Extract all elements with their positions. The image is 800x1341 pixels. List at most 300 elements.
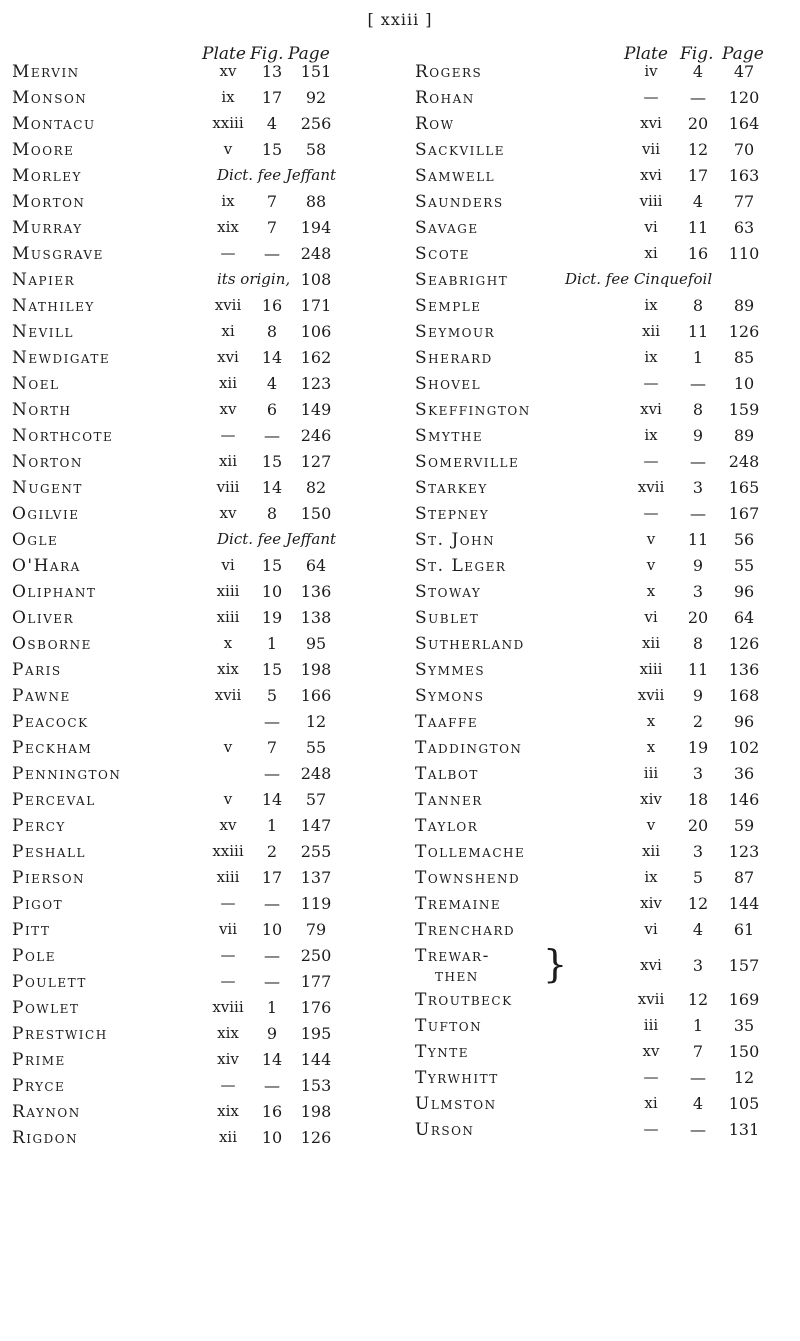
entry-plate: — [643,452,659,470]
entry-page: 168 [728,686,760,705]
entry-page: 250 [300,946,332,965]
entry-name: Taddington [415,738,523,758]
index-entry [415,218,780,244]
entry-name: Rohan [415,88,475,108]
entry-fig: — [264,894,280,913]
entry-fig: 12 [687,990,709,1009]
entry-name: Pryce [12,1076,66,1096]
entry-name: Poulett [12,972,87,992]
entry-name: North [12,400,72,420]
entry-plate: vi [221,556,235,574]
entry-page: 176 [300,998,332,1017]
page-number: [ xxiii ] [367,10,433,29]
entry-page: 256 [300,114,332,133]
entry-name: Peshall [12,842,86,862]
index-entry [415,62,780,88]
entry-page: 87 [733,868,755,887]
entry-name: Scote [415,244,470,264]
entry-page: 120 [728,88,760,107]
entry-page: 126 [300,1128,332,1147]
index-entry [12,712,352,738]
index-entry [12,998,352,1024]
index-entry [12,452,352,478]
entry-name: Semple [415,296,482,316]
index-entry [12,1102,352,1128]
entry-name: Tyrwhitt [415,1068,499,1088]
entry-fig: 9 [692,686,704,705]
entry-fig: 4 [692,62,704,81]
entry-name: Pigot [12,894,64,914]
entry-page: 144 [300,1050,332,1069]
entry-plate: — [220,1076,236,1094]
brace-mark: } [543,942,568,986]
right-plate-header: Plate [624,44,668,64]
entry-plate: xiv [640,894,662,912]
entry-page: 166 [300,686,332,705]
entry-name: Pierson [12,868,86,888]
entry-page: 144 [728,894,760,913]
entry-name: Sherard [415,348,493,368]
entry-name: Trenchard [415,920,516,940]
entry-fig: 15 [261,660,283,679]
entry-plate: — [643,1120,659,1138]
entry-page: 110 [728,244,760,263]
entry-name: Raynon [12,1102,81,1122]
entry-plate: xv [219,62,237,80]
index-entry [415,244,780,270]
entry-fig: — [690,1068,706,1087]
entry-name: Pole [12,946,57,966]
entry-page: 123 [728,842,760,861]
entry-name: St. Leger [415,556,507,576]
entry-plate: ix [644,348,658,366]
entry-fig: 7 [266,738,278,757]
entry-plate: xix [217,1102,239,1120]
entry-name: Napier [12,270,76,290]
entry-fig: 8 [692,634,704,653]
entry-plate: — [220,894,236,912]
entry-plate: vii [641,140,661,158]
left-page-header: Page [288,44,330,64]
entry-plate: xvii [214,686,242,704]
index-entry [12,426,352,452]
entry-name: Montacu [12,114,96,134]
index-entry [12,244,352,270]
entry-plate: xiii [216,582,240,600]
index-entry [12,842,352,868]
entry-fig: 7 [692,1042,704,1061]
index-entry [415,686,780,712]
index-entry [12,1050,352,1076]
entry-fig: 6 [266,400,278,419]
index-entry [415,738,780,764]
entry-fig: 15 [261,556,283,575]
entry-name: Musgrave [12,244,104,264]
entry-plate: ix [644,296,658,314]
entry-plate: vi [644,218,658,236]
index-entry [415,140,780,166]
entry-plate: xv [219,816,237,834]
entry-fig: 4 [692,192,704,211]
entry-name: Tanner [415,790,483,810]
entry-plate: xvii [637,990,665,1008]
entry-page: 126 [728,322,760,341]
entry-fig: 2 [266,842,278,861]
entry-page: 96 [733,582,755,601]
entry-name: Tynte [415,1042,470,1062]
entry-name: Savage [415,218,479,238]
entry-name: Ulmston [415,1094,497,1114]
entry-name: Rogers [415,62,483,82]
entry-fig: 16 [687,244,709,263]
index-entry [12,62,352,88]
entry-name: Trewar- [415,946,490,966]
right-page-header: Page [722,44,764,64]
entry-fig: 3 [692,478,704,497]
entry-plate: xiii [639,660,663,678]
index-entry [12,868,352,894]
entry-plate: xv [642,1042,660,1060]
entry-plate: — [643,504,659,522]
entry-plate: xix [217,660,239,678]
index-entry [415,530,780,556]
entry-fig: 17 [261,868,283,887]
index-entry [12,400,352,426]
entry-plate: viii [639,192,663,210]
entry-name: Sackville [415,140,506,160]
entry-page: 162 [300,348,332,367]
index-entry [12,634,352,660]
entry-page: 56 [733,530,755,549]
entry-fig: 8 [692,296,704,315]
entry-fig: 9 [266,1024,278,1043]
entry-plate: v [223,790,233,808]
entry-page: 61 [733,920,755,939]
index-entry [12,790,352,816]
entry-name: Nugent [12,478,83,498]
entry-page: 165 [728,478,760,497]
entry-page: 59 [733,816,755,835]
entry-name: Stepney [415,504,490,524]
entry-plate: xi [221,322,235,340]
index-entry [415,1042,780,1068]
index-entry [415,166,780,192]
entry-name: Norton [12,452,83,472]
entry-fig: 19 [687,738,709,757]
index-entry [415,990,780,1016]
index-entry [415,582,780,608]
entry-name: Murray [12,218,83,238]
entry-note: Dict. fee Jeffant [217,530,337,548]
index-entry [415,712,780,738]
index-entry [12,972,352,998]
entry-name: Powlet [12,998,80,1018]
entry-fig: — [690,374,706,393]
entry-page: 63 [733,218,755,237]
index-entry [415,556,780,582]
index-entry [415,1068,780,1094]
index-entry [415,270,780,296]
entry-name: Somerville [415,452,520,472]
entry-page: 147 [300,816,332,835]
index-entry [12,166,352,192]
entry-fig: — [264,426,280,445]
entry-plate: x [646,712,656,730]
entry-plate: xii [218,374,238,392]
entry-fig: — [690,1120,706,1139]
entry-name: Row [415,114,455,134]
index-entry [12,270,352,296]
entry-fig: 7 [266,218,278,237]
entry-name: Morton [12,192,86,212]
index-entry [415,1016,780,1042]
entry-fig: 12 [687,894,709,913]
entry-page: 127 [300,452,332,471]
entry-name: Rigdon [12,1128,79,1148]
entry-name: Taylor [415,816,479,836]
index-entry [12,478,352,504]
entry-page: 89 [733,426,755,445]
entry-page: 126 [728,634,760,653]
entry-page: 79 [305,920,327,939]
entry-name: Symmes [415,660,486,680]
index-entry [12,296,352,322]
right-index-column [415,62,780,1146]
entry-fig: 7 [266,192,278,211]
entry-plate: vi [644,920,658,938]
entry-name-continued: then [435,966,479,986]
entry-fig: 11 [687,660,709,679]
entry-plate: x [646,582,656,600]
entry-fig: 16 [261,1102,283,1121]
entry-fig: 18 [687,790,709,809]
entry-page: 137 [300,868,332,887]
entry-note: Dict. fee Jeffant [217,166,337,184]
entry-fig: 10 [261,920,283,939]
entry-page: 102 [728,738,760,757]
entry-page: 57 [305,790,327,809]
entry-page: 159 [728,400,760,419]
entry-plate: xvii [637,686,665,704]
entry-fig: — [690,504,706,523]
index-entry [415,634,780,660]
entry-plate: xv [219,504,237,522]
entry-fig: 3 [692,582,704,601]
index-entry [415,348,780,374]
entry-page: 157 [728,956,760,975]
entry-plate: xii [218,452,238,470]
index-entry [12,738,352,764]
entry-page: 177 [300,972,332,991]
entry-page: 92 [305,88,327,107]
entry-fig: 1 [692,348,704,367]
entry-plate: xi [644,244,658,262]
entry-name: Prime [12,1050,66,1070]
entry-plate: xii [218,1128,238,1146]
entry-name: Ogilvie [12,504,80,524]
entry-page: 55 [733,556,755,575]
index-entry [12,920,352,946]
entry-name: Smythe [415,426,484,446]
index-entry [12,608,352,634]
entry-fig: 4 [692,1094,704,1113]
index-entry [12,1024,352,1050]
entry-page: 169 [728,990,760,1009]
entry-name: Prestwich [12,1024,108,1044]
index-entry [12,530,352,556]
entry-plate: iv [644,62,658,80]
entry-fig: 20 [687,608,709,627]
entry-name: Ogle [12,530,59,550]
entry-name: Skeffington [415,400,531,420]
entry-name: Seymour [415,322,496,342]
entry-page: 12 [305,712,327,731]
entry-fig: 10 [261,1128,283,1147]
index-entry [12,582,352,608]
entry-fig: 5 [692,868,704,887]
entry-page: 198 [300,1102,332,1121]
entry-name: Pitt [12,920,51,940]
entry-fig: 20 [687,114,709,133]
entry-fig: 15 [261,452,283,471]
entry-page: 131 [728,1120,760,1139]
entry-fig: 4 [266,374,278,393]
entry-page: 77 [733,192,755,211]
entry-page: 248 [300,764,332,783]
entry-fig: 16 [261,296,283,315]
entry-name: Peckham [12,738,93,758]
entry-note: Dict. fee Cinquefoil [565,270,713,288]
entry-fig: 8 [692,400,704,419]
entry-fig: 3 [692,842,704,861]
entry-name: Nevill [12,322,74,342]
entry-page: 82 [305,478,327,497]
left-index-column [12,62,352,1154]
index-entry [415,842,780,868]
index-entry [12,114,352,140]
entry-name: Pennington [12,764,122,784]
index-entry [415,894,780,920]
entry-plate: xv [219,400,237,418]
entry-page: 105 [728,1094,760,1113]
entry-fig: 8 [266,322,278,341]
index-entry [415,296,780,322]
entry-name: Northcote [12,426,114,446]
left-fig-header: Fig. [250,44,284,64]
entry-plate: xvii [637,478,665,496]
entry-fig: — [264,946,280,965]
index-entry [415,660,780,686]
entry-fig: 11 [687,322,709,341]
index-entry [415,374,780,400]
index-entry [12,1076,352,1102]
entry-page: 12 [733,1068,755,1087]
entry-fig: 3 [692,764,704,783]
entry-fig: — [264,712,280,731]
index-entry [415,920,780,946]
entry-name: Tollemache [415,842,526,862]
entry-name: Samwell [415,166,496,186]
entry-fig: 14 [261,348,283,367]
right-fig-header: Fig. [680,44,714,64]
entry-name: Saunders [415,192,504,212]
entry-fig: 11 [687,530,709,549]
entry-plate: xi [644,1094,658,1112]
entry-page: 119 [300,894,332,913]
index-entry [415,790,780,816]
entry-plate: — [643,88,659,106]
entry-plate: xii [641,322,661,340]
entry-page: 151 [300,62,332,81]
entry-note: its origin, [217,270,291,288]
entry-plate: xiii [216,608,240,626]
index-entry [415,426,780,452]
entry-name: Shovel [415,374,482,394]
entry-plate: xvi [640,114,662,132]
entry-page: 85 [733,348,755,367]
entry-name: Sutherland [415,634,525,654]
entry-name: Perceval [12,790,96,810]
index-entry [415,764,780,790]
index-entry [415,192,780,218]
entry-fig: 8 [266,504,278,523]
entry-page: 64 [305,556,327,575]
entry-page: 35 [733,1016,755,1035]
entry-name: Nathiley [12,296,95,316]
index-entry [12,894,352,920]
entry-page: 150 [728,1042,760,1061]
entry-fig: 1 [266,634,278,653]
entry-page: 248 [300,244,332,263]
entry-name: Starkey [415,478,488,498]
entry-name: Peacock [12,712,89,732]
entry-plate: xii [641,842,661,860]
entry-fig: 19 [261,608,283,627]
entry-page: 36 [733,764,755,783]
entry-fig: 5 [266,686,278,705]
entry-name: Tufton [415,1016,483,1036]
entry-plate: x [223,634,233,652]
index-entry [12,218,352,244]
entry-name: Pawne [12,686,71,706]
entry-plate: xiii [216,868,240,886]
entry-name: Osborne [12,634,92,654]
entry-page: 123 [300,374,332,393]
entry-name: Urson [415,1120,475,1140]
index-entry [12,140,352,166]
entry-fig: — [690,88,706,107]
index-entry [415,88,780,114]
entry-fig: 1 [266,816,278,835]
entry-fig: 10 [261,582,283,601]
entry-plate: xvii [214,296,242,314]
entry-page: 138 [300,608,332,627]
entry-name: Newdigate [12,348,111,368]
index-entry [415,868,780,894]
index-entry [415,322,780,348]
entry-page: 136 [300,582,332,601]
entry-page: 255 [300,842,332,861]
entry-page: 47 [733,62,755,81]
entry-page: 89 [733,296,755,315]
entry-name: Monson [12,88,88,108]
index-entry [415,114,780,140]
entry-fig: 20 [687,816,709,835]
entry-plate: — [643,374,659,392]
entry-fig: — [264,972,280,991]
entry-plate: v [646,556,656,574]
entry-plate: — [220,244,236,262]
